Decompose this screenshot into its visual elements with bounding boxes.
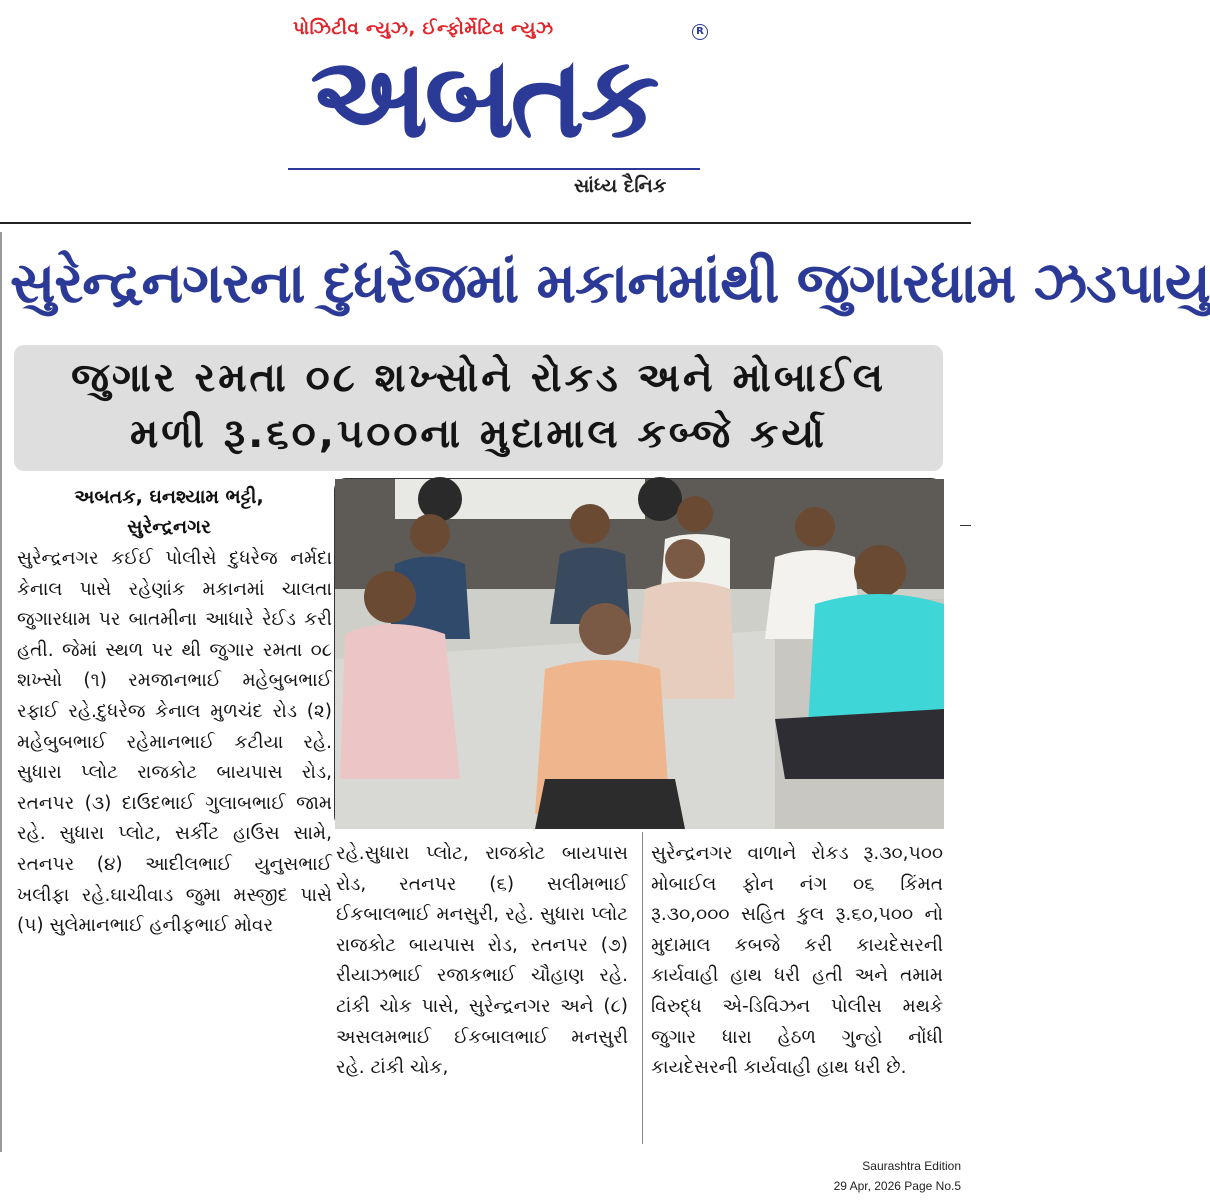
subheadline-line-1: જુગાર રમતા ૦૮ શખ્સોને રોકડ અને મોબાઈલ — [71, 355, 886, 401]
logo-underline — [288, 168, 700, 170]
article-photo — [334, 478, 943, 828]
photo-accused-group-image — [335, 479, 944, 829]
registered-mark-icon: R — [692, 24, 708, 40]
newspaper-logo: અબતક — [310, 33, 656, 163]
footer-edition: Saurashtra Edition — [862, 1159, 961, 1173]
left-edge-rule — [0, 232, 2, 1152]
article-byline — [14, 482, 324, 542]
masthead-tagline: પોઝિટીવ ન્યુઝ, ઈન્ફોર્મેટિવ ન્યુઝ — [293, 18, 554, 39]
masthead-subtitle: સાંધ્ય દૈનિક — [574, 175, 667, 197]
article-subheadline-box — [14, 345, 943, 471]
margin-tick — [960, 525, 971, 526]
masthead — [0, 0, 971, 215]
article-column-1: સુરેન્દ્રનગર કઈઈ પોલીસે દુધરેજ નર્મદા કેનાલ પાસે રહેણાંક મકાનમાં ચાલતા જુગારધામ પર બાતમીના આધારે રેઈડ કરી હતી. જેમાં સ્થળ પર થી જુગાર રમતા ૦૮ શખ્સો (૧) રમજાનભાઈ મહેબુબભાઈ રફાઈ રહે.દુધરેજ કેનાલ મુળચંદ રોડ (૨) મહેબુબભાઈ રહેમાનભાઈ કટીયા રહે. સુધારા પ્લોટ રાજકોટ બાયપાસ રોડ, રતનપર (૩) દાઉદભાઈ ગુલાબભાઈ જામ રહે. સુધારા પ્લોટ, સર્કીટ હાઉસ સામે, રતનપર (૪) આદીલભાઈ યુનુસભાઈ ખલીફા રહે.ઘાચીવાડ જુમા મસ્જીદ પાસે (૫) સુલેમાનભાઈ હનીફભાઈ મોવર — [17, 548, 332, 937]
article-column-3: સુરેન્દ્રનગર વાળાને રોકડ રૂ.૩૦,૫૦૦ મોબાઈલ ફોન નંગ ૦૬ કિંમત રૂ.૩૦,૦૦૦ સહિત કુલ રૂ.૬૦,૫૦૦ નો મુદામાલ કબજે કરી કાયદેસરની કાર્યવાહી હાથ ધરી હતી અને તમામ વિરુદ્ધ એ-ડિવિઝન પોલીસ મથકે જુગાર ધારા હેઠળ ગુન્હો નોંધી કાયદેસરની કાર્યવાહી હાથ ધરી છે. — [651, 843, 943, 1079]
header-divider — [0, 222, 971, 224]
article-headline: સુરેન્દ્રનગરના દુધરેજમાં મકાનમાંથી જુગારધામ ઝડપાયુ — [10, 251, 1210, 316]
article-column-2: રહે.સુધારા પ્લોટ, રાજકોટ બાયપાસ રોડ, રતનપર (૬) સલીમભાઈ ઈકબાલભાઈ મનસુરી, રહે. સુધારા પ્લોટ રાજકોટ બાયપાસ રોડ, રતનપર (૭) રીયાઝભાઈ રજાકભાઈ ચૌહાણ રહે. ટાંકી ચોક પાસે, સુરેન્દ્રનગર અને (૮) અસલમભાઈ ઈકબાલભાઈ મનસુરી રહે. ટાંકી ચોક, — [336, 843, 628, 1079]
subheadline-line-2: મળી રૂ.૬૦,૫૦૦ના મુદામાલ કબ્જે કર્યા — [130, 411, 827, 457]
byline-author: અબતક, ઘનશ્યામ ભટ્ટી, — [74, 486, 264, 508]
page-footer — [834, 1156, 961, 1196]
byline-location: સુરેન્દ્રનગર — [127, 516, 211, 538]
column-divider — [642, 832, 643, 1144]
footer-date-page: 29 Apr, 2026 Page No.5 — [833, 1179, 961, 1193]
